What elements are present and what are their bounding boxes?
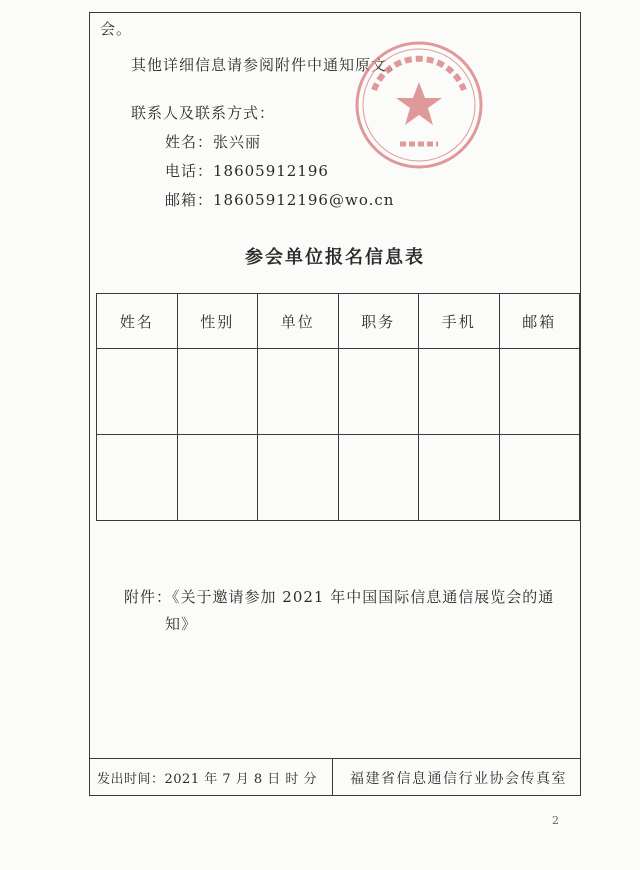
sender-name: 福建省信息通信行业协会传真室 [350,771,567,787]
column-gender: 性别 [177,294,258,349]
column-name: 姓名 [97,294,178,349]
table-cell [419,435,500,521]
table-cell [97,349,178,435]
table-cell [177,435,258,521]
table-row [97,349,580,435]
column-organization: 单位 [258,294,339,349]
sent-time: 发出时间：2021 年 7 月 8 日 时 分 [97,772,318,787]
reference-line: 其他详细信息请参阅附件中通知原文。 [131,56,404,74]
table-cell [499,435,580,521]
footer-divider [89,758,581,759]
registration-table [96,293,580,521]
page-number: 2 [552,814,559,827]
column-email: 邮箱 [499,294,580,349]
contact-heading: 联系人及联系方式： [131,104,276,122]
contact-name: 姓名：张兴丽 [165,133,262,151]
attachment-line-2: 知》 [165,615,198,633]
table-cell [258,435,339,521]
table-cell [499,349,580,435]
contact-email: 邮箱：18605912196@wo.cn [165,191,395,209]
contact-phone: 电话：18605912196 [165,162,329,180]
form-title: 参会单位报名信息表 [245,247,425,268]
continued-text: 会。 [100,20,133,38]
attachment-line-1: 附件：《关于邀请参加 2021 年中国国际信息通信展览会的通 [124,588,555,606]
table-cell [97,435,178,521]
column-mobile: 手机 [419,294,500,349]
table-cell [419,349,500,435]
footer-separator [332,758,333,796]
table-cell [338,435,419,521]
table-row [97,435,580,521]
table-cell [258,349,339,435]
table-cell [338,349,419,435]
table-cell [177,349,258,435]
column-position: 职务 [338,294,419,349]
official-seal-icon [352,38,487,173]
